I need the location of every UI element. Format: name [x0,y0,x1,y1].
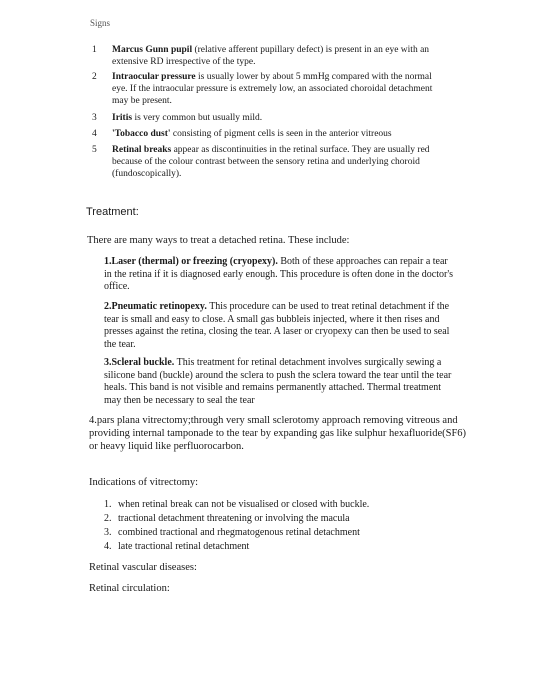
treatment-item-scleral-buckle [104,357,474,407]
sign-number: 1 [92,45,97,55]
retinal-circulation-heading: Retinal circulation: [89,583,170,594]
list-item [104,513,350,525]
sign-text: may be present. [112,96,172,106]
sign-item-2 [92,71,472,107]
sign-item-4 [92,128,472,140]
treatment-text: 4.pars plana vitrectomy;through very small sclerotomy approach removing vitreous and [89,415,458,426]
sign-text: (relative afferent pupillary defect) is present in an eye with an [192,45,430,55]
treatment-intro: There are many ways to treat a detached retina. These include: [87,235,350,246]
sign-text: because of the colour contrast between the sensory retina and underlying choroid [112,157,420,167]
sign-text: is usually lower by about 5 mmHg compared with the normal [195,72,432,82]
sign-item-1 [92,44,472,68]
treatment-term: 3.Scleral buckle. [104,357,175,368]
list-item [104,541,249,553]
treatment-item-vitrectomy [89,414,474,453]
sign-term: Retinal breaks [112,145,172,155]
treatment-term: 2.Pneumatic retinopexy. [104,301,207,312]
treatment-text: or heavy liquid like perfluorocarbon. [89,441,244,452]
sign-term: Marcus Gunn pupil [112,45,193,55]
treatment-text: This treatment for retinal detachment involves surgically sewing a [174,357,442,368]
list-text: tractional detachment threatening or involving the macula [118,513,350,524]
treatment-heading: Treatment: [86,206,139,218]
sign-text: appear as discontinuities in the retinal surface. They are usually red [171,145,430,155]
sign-item-5 [92,144,472,180]
treatment-text: in the retina if it is diagnosed early enough. This procedure is often done in the doctor's [104,268,454,280]
sign-term: Iritis [112,113,133,123]
list-item [104,499,369,511]
sign-text: consisting of pigment cells is seen in the anterior vitreous [170,129,392,139]
sign-number: 4 [92,129,97,139]
vitrectomy-heading: Indications of vitrectomy: [89,477,199,488]
list-number: 3. [104,527,112,538]
treatment-text: may then be necessary to seal the tear [104,394,255,406]
treatment-text: office. [104,281,130,292]
sign-number: 5 [92,145,97,155]
list-number: 4. [104,541,112,552]
treatment-text: heals. This band is not visible and remains permanently attached. Thermal treatment [104,382,442,393]
treatment-text: Both of these approaches can repair a tear [277,256,448,267]
treatment-item-laser [104,256,474,294]
list-text: combined tractional and rhegmatogenous retinal detachment [118,527,360,538]
treatment-text: the tear. [104,338,136,350]
sign-text: eye. If the intraocular pressure is extremely low, an associated choroidal detachment [112,84,433,94]
treatment-text: providing internal tamponade to the tear by expanding gas like sulphur hexafluoride(SF6) [89,428,467,439]
treatment-item-pneumatic [104,301,474,351]
sign-number: 2 [92,72,97,82]
list-text: late tractional retinal detachment [118,541,250,552]
treatment-text: silicone band (buckle) around the sclera to push the sclera toward the tear until the tear [104,369,452,381]
vascular-diseases-heading: Retinal vascular diseases: [89,562,197,573]
sign-term: 'Tobacco dust' [112,129,171,139]
sign-text: (fundoscopically). [112,169,182,179]
treatment-term: 1.Laser (thermal) or freezing (cryopexy). [104,256,278,267]
list-number: 2. [104,513,112,524]
treatment-text: tear is small and easy to close. A small gas bubbleis injected, where it then rises and [104,313,440,325]
sign-text: is very common but usually mild. [132,113,263,123]
treatment-text: presses against the retina, closing the tear. A laser or cryopexy can then be used to seal [104,326,450,337]
sign-number: 3 [92,113,97,123]
treatment-text: This procedure can be used to treat retinal detachment if the [206,301,450,312]
sign-item-3 [92,112,472,124]
list-item [104,527,360,539]
list-text: when retinal break can not be visualised or closed with buckle. [118,499,370,510]
section-label-signs: Signs [90,18,111,28]
list-number: 1. [104,499,112,510]
sign-text: extensive RD irrespective of the type. [112,57,256,67]
sign-term: Intraocular pressure [112,72,196,82]
